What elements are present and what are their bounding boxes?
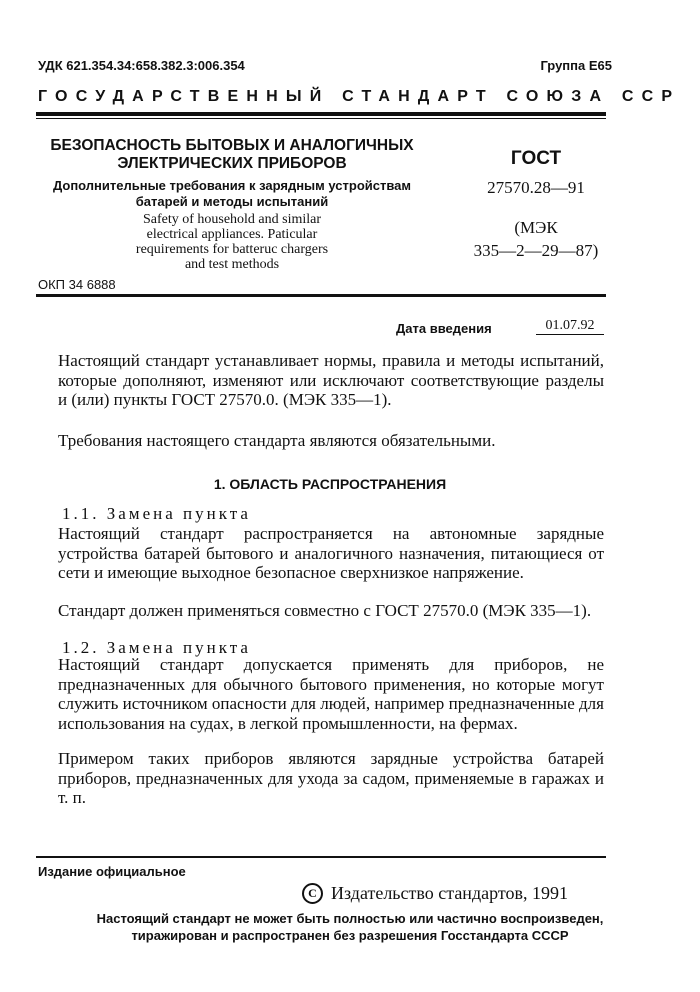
copyright-text: Издательство стандартов, 1991: [331, 883, 568, 903]
iec-reference-line2: 335—2—29—87): [473, 241, 599, 260]
english-title-line: and test methods: [184, 257, 280, 272]
effective-date-label: Дата введения: [396, 321, 492, 336]
reproduction-notice-line2: тиражирован и распространен без разрешения Госстандарта СССР: [131, 928, 569, 943]
copyright-line: [302, 883, 568, 904]
clause-1-2-text: Настоящий стандарт допускается применять для приборов, не предназначенных для обычного бытового применения, но которые могут служить источником опасности для людей, например предназначенные для использования на судах, в легкой промышленности, на фермах.: [58, 655, 604, 733]
requirement-paragraph: Требования настоящего стандарта являются обязательными.: [58, 431, 496, 450]
okp-code: ОКП 34 6888: [38, 277, 116, 292]
english-title-line: Safety of household and similar: [142, 212, 322, 227]
clause-1-1-text: Настоящий стандарт распространяется на автономные зарядные устройства батарей бытового и аналогичного назначения, питающиеся от сети и имеющие выходное безопасное сверхнизкое напряжение.: [58, 524, 604, 582]
document-title-line2: ЭЛЕКТРИЧЕСКИХ ПРИБОРОВ: [117, 155, 347, 172]
section-title: 1. ОБЛАСТЬ РАСПРОСТРАНЕНИЯ: [213, 476, 447, 492]
document-subtitle-line1: Дополнительные требования к зарядным устройствам: [52, 178, 412, 193]
clause-1-2-text-2: Примером таких приборов являются зарядные устройства батарей приборов, предназначенных для ухода за садом, применяемые в гаражах и т. п.: [58, 749, 604, 807]
gost-number: 27570.28—91: [487, 178, 585, 197]
state-standard-heading: ГОСУДАРСТВЕННЫЙ СТАНДАРТ СОЮЗА ССР: [38, 88, 681, 105]
clause-1-1-text-2: Стандарт должен применяться совместно с ГОСТ 27570.0 (МЭК 335—1).: [58, 601, 592, 620]
gost-label: ГОСТ: [510, 148, 562, 169]
udk-code: УДК 621.354.34:658.382.3:006.354: [38, 58, 245, 73]
copyright-icon: C: [302, 883, 323, 904]
iec-reference-line1: (МЭК: [514, 218, 558, 237]
edition-label: Издание официальное: [38, 864, 186, 879]
reproduction-notice-line1: Настоящий стандарт не может быть полностью или частично воспроизведен,: [96, 911, 604, 926]
top-rule-thin: [36, 118, 606, 119]
group-code: Группа Е65: [540, 58, 612, 73]
intro-paragraph: Настоящий стандарт устанавливает нормы, правила и методы испытаний, которые дополняют, изменяют или исключают соответствующие разделы и (или) пункты ГОСТ 27570.0. (МЭК 335—1).: [58, 351, 604, 409]
header-bottom-rule: [36, 294, 606, 297]
clause-1-1-heading: 1.1. Замена пункта: [62, 504, 251, 523]
document-title-line1: БЕЗОПАСНОСТЬ БЫТОВЫХ И АНАЛОГИЧНЫХ: [50, 137, 414, 154]
footer-rule: [36, 856, 606, 858]
effective-date-value: 01.07.92: [536, 318, 604, 335]
clause-1-2-heading: 1.2. Замена пункта: [62, 638, 251, 657]
document-subtitle-line2: батарей и методы испытаний: [135, 194, 329, 209]
top-rule-thick: [36, 112, 606, 116]
english-title-line: electrical appliances. Paticular: [146, 227, 318, 242]
english-title-line: requirements for batteruc chargers: [135, 242, 329, 257]
